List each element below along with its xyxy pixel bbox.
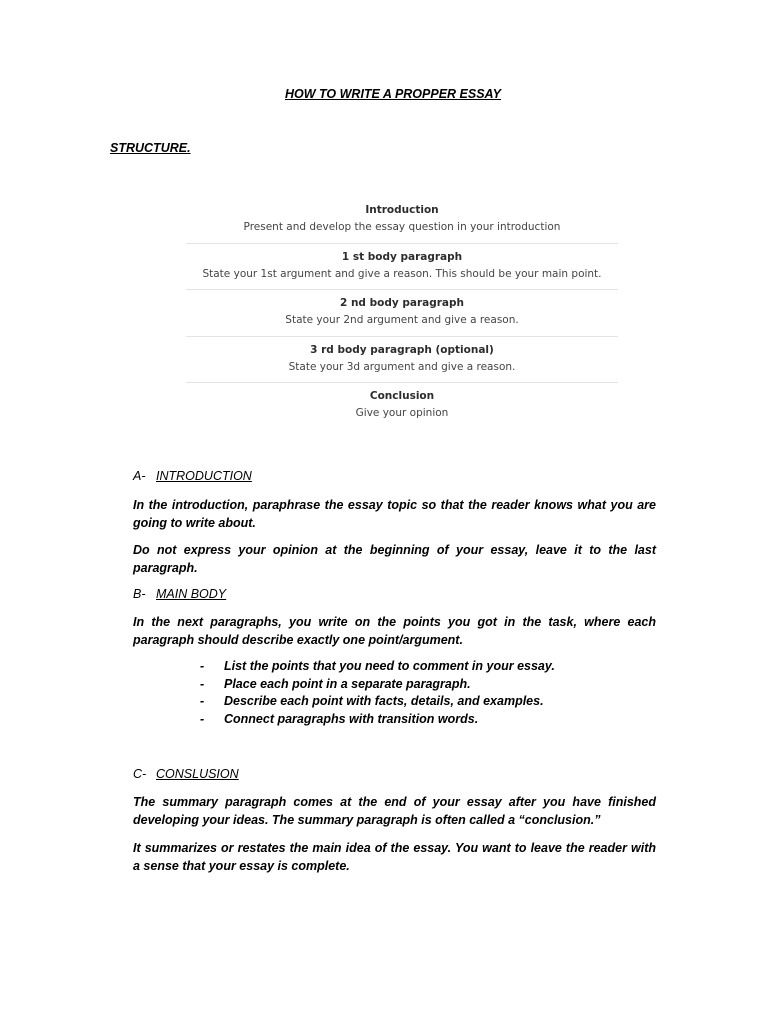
intro-paragraph-1: In the introduction, paraphrase the essay topic so that the reader knows what you are going to write about. xyxy=(133,498,656,530)
structure-row-conclusion xyxy=(186,383,618,430)
structure-row-heading: 1 st body paragraph xyxy=(341,250,463,263)
section-heading-main-body xyxy=(133,587,226,601)
structure-row-heading: Conclusion xyxy=(369,390,435,402)
section-letter: A- xyxy=(133,469,146,483)
body-paragraph-1: In the next paragraphs, you write on the points you got in the task, where each paragraph should describe exactly one point/argument. xyxy=(133,615,656,647)
section-heading-introduction xyxy=(133,469,252,483)
bullet-text: Describe each point with facts, details, and examples. xyxy=(224,694,544,708)
structure-row-heading: Introduction xyxy=(365,204,439,216)
structure-row-description: Present and develop the essay question in your introduction xyxy=(243,221,561,233)
section-name: CONSLUSION xyxy=(156,767,239,781)
document-title: HOW TO WRITE A PROPPER ESSAY xyxy=(285,87,501,101)
structure-row-body-2 xyxy=(186,290,618,337)
structure-row-heading: 2 nd body paragraph xyxy=(340,297,464,309)
bullet-marker: - xyxy=(200,694,205,708)
intro-paragraph-2: Do not express your opinion at the beginning of your essay, leave it to the last paragraph. xyxy=(133,543,656,575)
bullet-text: List the points that you need to comment in your essay. xyxy=(224,659,555,673)
structure-row-body-3 xyxy=(186,337,618,384)
structure-row-introduction xyxy=(186,197,618,244)
structure-row-body-1 xyxy=(186,244,618,291)
list-item xyxy=(200,676,555,694)
bullet-marker: - xyxy=(200,676,205,691)
conclusion-paragraph-1: The summary paragraph comes at the end of your essay after you have finished developing your ideas. The summary paragraph is often called a “conclusion.” xyxy=(133,795,656,827)
list-item xyxy=(200,693,555,711)
list-item xyxy=(200,711,555,729)
structure-diagram xyxy=(186,197,618,430)
structure-row-description: Give your opinion xyxy=(355,407,449,419)
bullet-text: Place each point in a separate paragraph. xyxy=(224,676,471,691)
section-heading-conclusion xyxy=(133,767,239,781)
bullet-marker: - xyxy=(200,711,205,726)
body-bullet-list xyxy=(200,658,555,728)
bullet-marker: - xyxy=(200,659,205,673)
structure-row-description: State your 2nd argument and give a reason. xyxy=(285,314,519,326)
section-letter: B- xyxy=(133,587,146,601)
section-name: MAIN BODY xyxy=(156,587,227,601)
list-item xyxy=(200,658,555,676)
conclusion-paragraph-2: It summarizes or restates the main idea of the essay. You want to leave the reader with a sense that your essay is complete. xyxy=(133,841,656,873)
bullet-text: Connect paragraphs with transition words. xyxy=(224,711,479,726)
section-name: INTRODUCTION xyxy=(156,469,252,483)
structure-row-heading: 3 rd body paragraph (optional) xyxy=(310,343,494,356)
structure-row-description: State your 3d argument and give a reason. xyxy=(288,360,516,373)
structure-row-description: State your 1st argument and give a reason. This should be your main point. xyxy=(202,267,602,280)
structure-label: STRUCTURE. xyxy=(110,141,191,155)
section-letter: C- xyxy=(133,767,147,781)
